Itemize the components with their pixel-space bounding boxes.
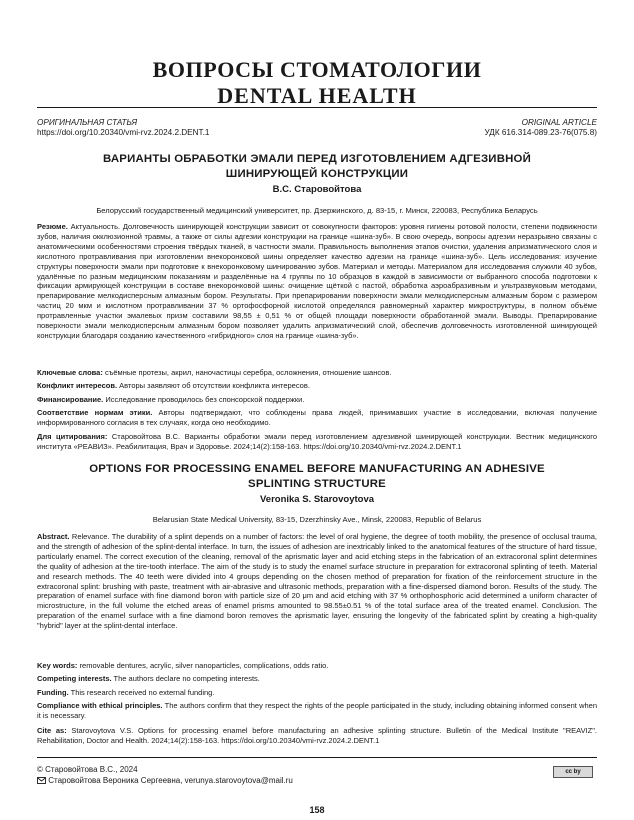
author-en: Veronika S. Starovoytova	[259, 494, 375, 505]
keywords-ru	[37, 368, 597, 378]
article-type-en: ORIGINAL ARTICLE	[521, 118, 597, 127]
contact-text: Старовойтова Вероника Сергеевна, verunya.starovoytova@mail.ru	[48, 776, 293, 785]
title-en-line-2: SPLINTING STRUCTURE	[248, 477, 386, 490]
article-title-ru	[37, 152, 597, 181]
cite-ru-label: Для цитирования:	[37, 432, 108, 441]
doi-link[interactable]: https://doi.org/10.20340/vmi-rvz.2024.2.DENT.1	[37, 128, 210, 137]
contact-line	[37, 775, 293, 786]
author-ru: В.С. Старовойтова	[272, 184, 362, 195]
abstract-ru-text: Актуальность. Долговечность шинирующей конструкции зависит от совокупности факторов: уровня гигиены ротовой полости, степени подвижности зубов, наличия окклюзионной травмы, а также от силы адгезии конструкции на границе «шина-зуб». В свою очередь, вопросы адгезии неразрывно связаны с анатомическими особенностями строения твёрдых тканей, в частности эмали. Правильность выполнения этапов очистки, удаления апризматического слоя и кислотного протравливания при изготовлении внекоронковой шины определяет качество адгезии на границе «шина-зуб». Цель исследования: изучение структуры поверхности эмали при подготовке к внекоронковому шинированию зубов. Материал и методы. Материалом для исследования служили 40 зубов, удалённые по разным медицинским показаниям и разделённые на 4 группы по 10 образцов в каждой в зависимости от выбранного способа подготовки к фиксации армирующей конструкции в составе внекоронковой шины: очищение щёткой с пастой, обработка аэроабразивным и ультразвуковым методами, препарирование мелкодисперсным алмазным бором. Результаты. При препарировании поверхности эмали мелкодисперсным алмазным бором с размером частиц 20 мкм и кислотном протравливании 37 % ортофосфорной кислотой определялся равномерный характер микроструктуры, в полном объёме протравленные участки эмалевых призм составили 98,55 ± 0,51 % от общей площади поверхности обработанной эмали. Выводы. Препарирование поверхности эмали мелкодисперсным алмазным бором позволяет удалить апризматический слой, обеспечив долговечность изготовленной шинирующей конструкции благодаря созданию качественного «гибридного» слоя на границе «шина-зуб».	[37, 222, 597, 340]
funding-en-label: Funding.	[37, 688, 69, 697]
abstract-ru	[37, 222, 597, 341]
keywords-en-text: removable dentures, acrylic, silver nanoparticles, complications, odds ratio.	[79, 661, 329, 670]
keywords-ru-text: съёмные протезы, акрил, наночастицы серебра, осложнения, отношение шансов.	[104, 368, 392, 377]
abstract-en-label: Abstract.	[37, 532, 70, 541]
article-type-ru: ОРИГИНАЛЬНАЯ СТАТЬЯ	[37, 118, 138, 127]
cc-license-badge[interactable]: cc by	[553, 766, 593, 778]
cite-ru-text: Старовойтова В.С. Варианты обработки эмали перед изготовлением адгезивной шинирующей конструкции. Вестник медицинского института «РЕАВИЗ». Реабилитация, Врач и Здоровье. 2024;14(2):158-163. https://doi.org/10.20340/vmi-rvz.2024.2.DENT.1	[37, 432, 597, 451]
copyright: © Старовойтова В.С., 2024	[37, 765, 138, 774]
funding-ru-text: Исследование проводилось без спонсорской поддержки.	[105, 395, 305, 404]
udk-code: УДК 616.314-089.23-76(075.8)	[484, 128, 597, 137]
funding-ru	[37, 395, 597, 405]
footer-divider	[37, 757, 597, 758]
funding-ru-label: Финансирование.	[37, 395, 104, 404]
page-number: 158	[309, 805, 325, 815]
conflict-en	[37, 674, 597, 684]
ethics-en	[37, 701, 597, 721]
title-ru-line-1: ВАРИАНТЫ ОБРАБОТКИ ЭМАЛИ ПЕРЕД ИЗГОТОВЛЕНИЕМ АДГЕЗИВНОЙ	[103, 153, 531, 165]
ethics-ru-label: Соответствие нормам этики.	[37, 408, 153, 417]
conflict-en-label: Competing interests.	[37, 674, 112, 683]
envelope-icon	[37, 776, 48, 785]
cite-en-label: Cite as:	[37, 726, 67, 735]
ethics-en-label: Compliance with ethical principles.	[37, 701, 163, 710]
keywords-ru-label: Ключевые слова:	[37, 368, 103, 377]
cite-en	[37, 726, 597, 746]
ethics-ru-text: Авторы подтверждают, что соблюдены права людей, принимавших участие в исследовании, включая получение информированного согласия в тех случаях, когда оно необходимо.	[37, 408, 597, 427]
conflict-en-text: The authors declare no competing interests.	[113, 674, 260, 683]
keywords-en-label: Key words:	[37, 661, 78, 670]
title-en-line-1: OPTIONS FOR PROCESSING ENAMEL BEFORE MANUFACTURING AN ADHESIVE	[89, 463, 545, 475]
abstract-ru-label: Резюме.	[37, 222, 68, 231]
cite-ru	[37, 432, 597, 452]
funding-en-text: This research received no external funding.	[70, 688, 215, 697]
ethics-ru	[37, 408, 597, 428]
keywords-en	[37, 661, 597, 671]
title-ru-line-2: ШИНИРУЮЩЕЙ КОНСТРУКЦИИ	[225, 167, 409, 180]
conflict-ru	[37, 381, 597, 391]
journal-title-ru: ВОПРОСЫ СТОМАТОЛОГИИ	[152, 57, 482, 82]
journal-title-en: DENTAL HEALTH	[217, 83, 417, 108]
funding-en	[37, 688, 597, 698]
conflict-ru-label: Конфликт интересов.	[37, 381, 118, 390]
ethics-en-text: The authors confirm that they respect the rights of the people participated in the study, including obtaining informed consent when it is necessary.	[37, 701, 597, 720]
affiliation-ru: Белорусский государственный медицинский университет, пр. Дзержинского, д. 83-15, г. Минск, 220083, Республика Беларусь	[96, 206, 538, 215]
header-divider	[37, 107, 597, 108]
abstract-en	[37, 532, 597, 631]
cite-en-text: Starovoytova V.S. Options for processing enamel before manufacturing an adhesive splinting structure. Bulletin of the Medical Institute "REAVIZ". Rehabilitation, Doctor and Health. 2024;14(2):158-163. https://doi.org/10.20340/vmi-rvz.2024.2.DENT.1	[37, 726, 597, 745]
article-title-en	[37, 462, 597, 491]
abstract-en-text: Relevance. The durability of a splint depends on a number of factors: the level of oral hygiene, the degree of tooth mobility, the presence of occlusal trauma, and the strength of adhesion of the splint-dental interface. In turn, the issues of adhesion are inextricably linked to the anatomical features of the structure of hard tissue, particularly enamel. The correct execution of the cleaning, removal of the aprismatic layer and acid etching steps in the fabrication of an extracoronal splint determines the quality of adhesion at the tire-tooth interface. The aim of the study is to study the enamel surface structure in preparation for extracoronal splinting of teeth. Material and research methods. The 40 teeth were divided into 4 groups depending on the chosen method of preparation for fixation of the reinforcement structure in the extracoronal splint: brushing with paste, treatment with air-abrasive and ultrasonic methods, preparation with a fine-dispersed diamond boron. Results of the study. The preparation of enamel surface with fine diamond boron with particle size of 20 μm and acid etching with 37 % orthophosphoric acid determined a uniform character of microstructure, in the full volume the etched areas of enamel prisms amounted to 98.55±0.51 % of the total surface area of the treated enamel. Conclusion. The preparation of the enamel surface with a fine diamond boron removes the aprismatic layer, ensuring the longevity of the fabricated splint by creating a high-quality "hybrid" layer at the splint-dental interface.	[37, 532, 597, 631]
affiliation-en: Belarusian State Medical University, 83-15, Dzerzhinsky Ave., Minsk, 220083, Republic of Belarus	[152, 515, 482, 524]
conflict-ru-text: Авторы заявляют об отсутствии конфликта интересов.	[119, 381, 310, 390]
